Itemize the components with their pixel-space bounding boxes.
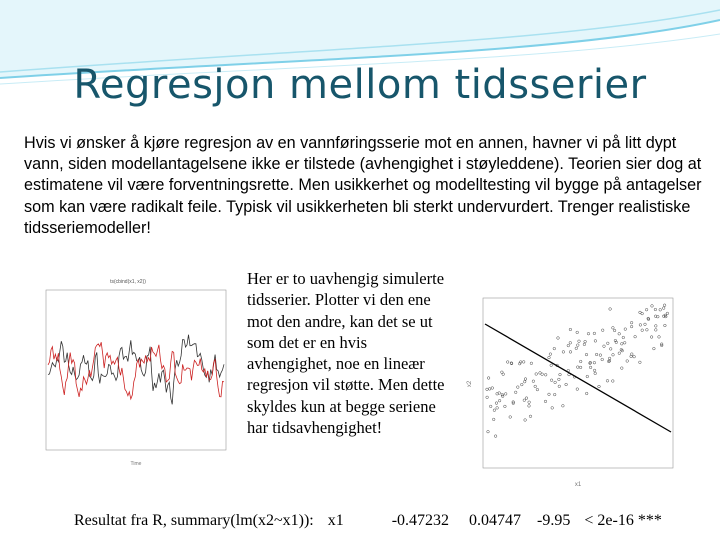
time-series-plot: [24, 270, 232, 470]
result-std-error: 0.04747: [469, 512, 522, 529]
regression-result-line: [74, 512, 662, 530]
result-p-value: < 2e-16 ***: [584, 512, 662, 529]
slide-title: Regresjon mellom tidsserier: [73, 62, 647, 108]
ts-plot-xlabel: Time: [130, 461, 142, 467]
ts-plot-title: ts(cbind(x1, x2)): [110, 279, 146, 285]
plot-caption: Her er to uavhengig simulerte tidsserier. Plotter vi den ene mot den andre, kan det se ut som det er en hvis avhengighet, noe en lineær regresjon vil støtte. Men dette skyldes kun at begge seriene har tidsavhengighet!: [247, 269, 445, 438]
result-estimate: -0.47232: [391, 512, 450, 529]
scatter-ylabel: x2: [467, 380, 473, 388]
result-term: x1: [327, 512, 344, 529]
result-label: Resultat fra R, summary(lm(x2~x1)):: [74, 512, 314, 529]
scatter-plot: [465, 284, 683, 494]
intro-paragraph: Hvis vi ønsker å kjøre regresjon av en vannføringsserie mot en annen, havner vi på litt dypt vann, siden modellantagelsene ikke er tilstede (avhengighet i støyleddene). Teorien sier dog at estimatene vil være forventningsrette. Men usikkerhet og modelltesting vil bygge på antagelser som kan være radikalt feile. Typisk vil usikkerheten bli sterkt undervurdert. Trenger realistiske tidsseriemodeller!: [24, 134, 702, 237]
result-t-value: -9.95: [537, 512, 571, 529]
scatter-xlabel: x1: [574, 482, 582, 488]
